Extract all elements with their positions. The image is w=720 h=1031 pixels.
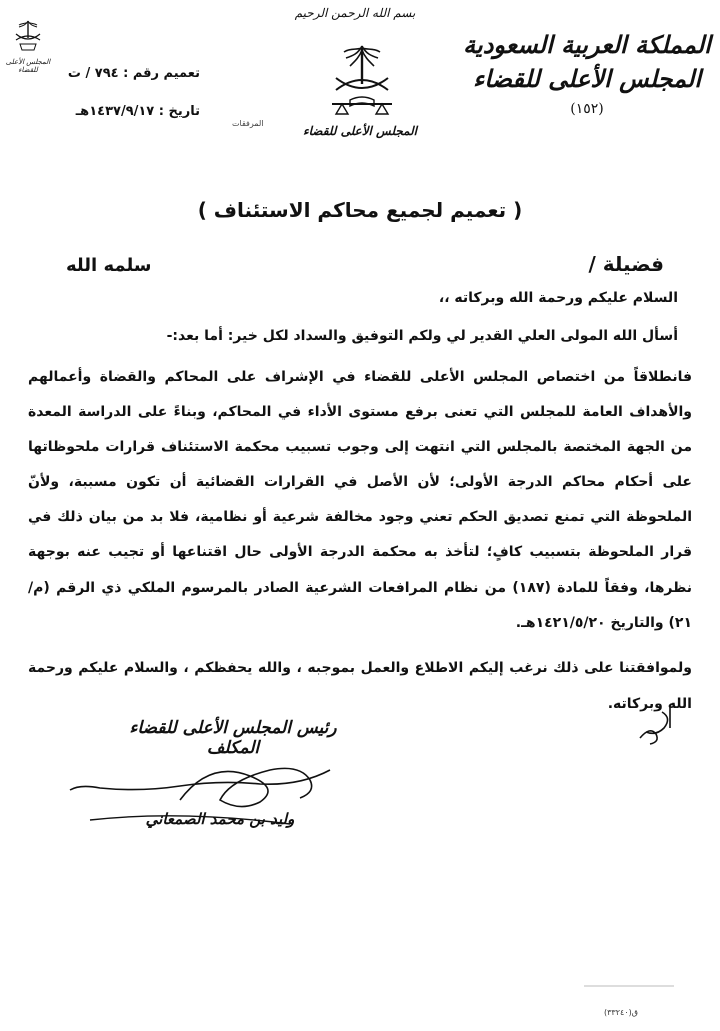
circular-number: تعميم رقم : ٧٩٤ / ت bbox=[67, 66, 200, 81]
signatory-name: وليد بن محمد الصمعاني bbox=[145, 810, 295, 828]
council-name: المجلس الأعلى للقضاء bbox=[472, 64, 702, 93]
palm-swords-emblem-icon bbox=[312, 40, 412, 120]
emblem-caption: المجلس الأعلى للقضاء bbox=[302, 124, 418, 138]
kingdom-name: المملكة العربية السعودية bbox=[463, 30, 711, 59]
opening-line: أسأل الله المولى العلي القدير لي ولكم التوفيق والسداد لكل خير: أما بعد:- bbox=[166, 328, 678, 344]
handwritten-margin-note-icon bbox=[620, 698, 680, 748]
small-emblem-caption: المجلس الأعلى للقضاء bbox=[5, 58, 51, 74]
attachments-label: المرفقات bbox=[232, 119, 264, 128]
signatory-title: رئيس المجلس الأعلى للقضاء المكلف bbox=[129, 718, 337, 758]
addressee: فضيلة / bbox=[588, 252, 664, 276]
basmala: بسم الله الرحمن الرحيم bbox=[294, 6, 416, 20]
circular-date: تاريخ : ١٤٣٧/٩/١٧هـ bbox=[75, 104, 200, 119]
main-paragraph: فانطلاقاً من اختصاص المجلس الأعلى للقضاء في الإشراف على المحاكم والقضاة وأعمالهم والأهداف العامة للمجلس التي تعنى برفع مستوى الأداء في المحاكم، وبناءً على الدراسة المعدة من الجهة المختصة بالمجلس التي انتهت إلى وجوب تسبيب محكمة الاستئناف قرارات ملحوظاتها على أحكام محاكم الدرجة الأولى؛ لأن الأصل في القرارات القضائية أن تكون مسببة، ولأنّ الملحوظة التي تمنع تصديق الحكم تعني وجود مخالفة شرعية أو نظامية، فلا بد من بيان ذلك في قرار الملحوظة بتسبيب كافٍ؛ لتأخذ به محكمة الدرجة الأولى حال اقتناعها أو تجيب عنه بوجهة نظرها، وفقاً للمادة (١٨٧) من نظام المرافعات الشرعية الصادر بالمرسوم الملكي ذي الرقم (م/٢١) والتاريخ ١٤٢١/٥/٢٠هـ. bbox=[28, 369, 693, 631]
organization-header bbox=[462, 28, 712, 122]
footer-line-icon bbox=[584, 984, 674, 988]
document-title: ( تعميم لجميع محاكم الاستئناف ) bbox=[197, 198, 523, 222]
small-emblem-icon bbox=[6, 18, 50, 54]
greeting: السلام عليكم ورحمة الله وبركاته ،، bbox=[438, 290, 678, 306]
form-code: ق(٣٣٢٤٠) bbox=[604, 1008, 638, 1017]
org-number: (١٥٢) bbox=[570, 101, 604, 117]
blessing: سلمه الله bbox=[66, 255, 152, 276]
closing-paragraph: ولموافقتنا على ذلك نرغب إليكم الاطلاع والعمل بموجبه ، والله يحفظكم ، والسلام عليكم ورحمة الله وبركاته. bbox=[28, 660, 692, 712]
